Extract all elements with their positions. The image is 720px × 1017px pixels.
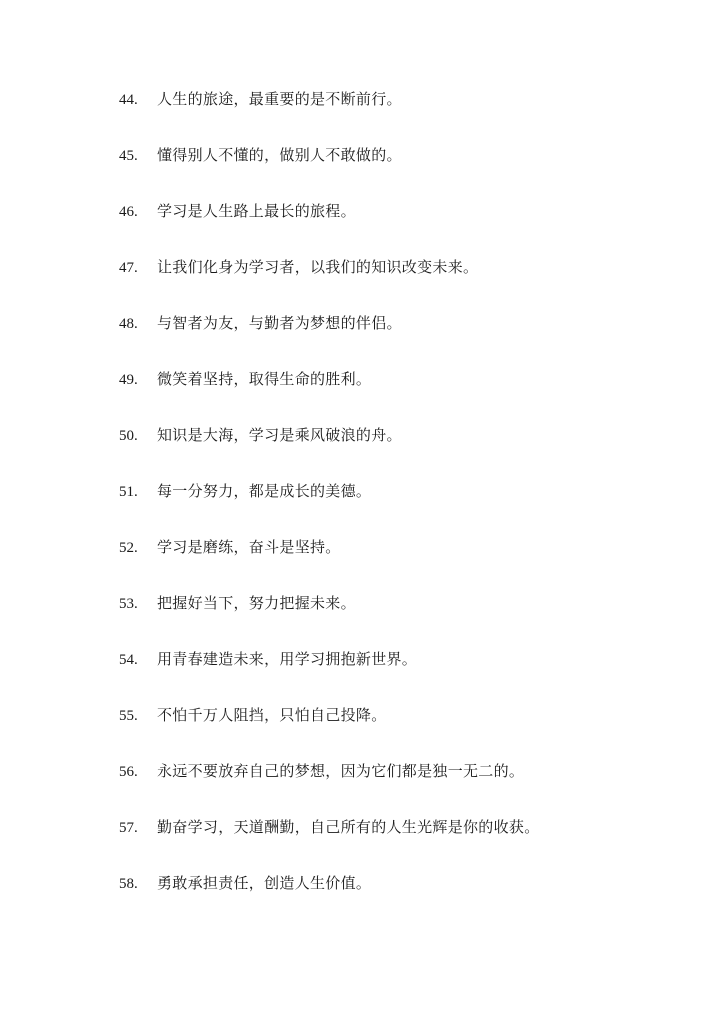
item-number: 54. bbox=[119, 652, 138, 668]
item-number: 57. bbox=[119, 820, 138, 836]
item-number: 53. bbox=[119, 596, 138, 612]
list-item bbox=[119, 646, 679, 702]
item-text: 懂得别人不懂的，做别人不敢做的。 bbox=[157, 146, 402, 164]
item-text: 微笑着坚持，取得生命的胜利。 bbox=[157, 370, 372, 388]
item-text: 知识是大海，学习是乘风破浪的舟。 bbox=[157, 426, 402, 444]
item-number: 52. bbox=[119, 540, 138, 556]
item-number: 47. bbox=[119, 260, 138, 276]
list-item bbox=[119, 86, 679, 142]
item-text: 每一分努力，都是成长的美德。 bbox=[157, 482, 372, 500]
item-number: 45. bbox=[119, 148, 138, 164]
item-text: 用青春建造未来，用学习拥抱新世界。 bbox=[157, 650, 418, 668]
item-number: 49. bbox=[119, 372, 138, 388]
list-item bbox=[119, 758, 679, 814]
item-text: 与智者为友，与勤者为梦想的伴侣。 bbox=[157, 314, 402, 332]
item-number: 58. bbox=[119, 876, 138, 892]
item-number: 55. bbox=[119, 708, 138, 724]
item-text: 把握好当下，努力把握未来。 bbox=[157, 594, 356, 612]
list-item bbox=[119, 422, 679, 478]
list-item bbox=[119, 870, 679, 926]
item-text: 勇敢承担责任，创造人生价值。 bbox=[157, 874, 372, 892]
list-item bbox=[119, 254, 679, 310]
list-item bbox=[119, 198, 679, 254]
list-item bbox=[119, 366, 679, 422]
item-text: 学习是人生路上最长的旅程。 bbox=[157, 202, 356, 220]
list-item bbox=[119, 310, 679, 366]
numbered-list bbox=[119, 86, 679, 926]
item-number: 50. bbox=[119, 428, 138, 444]
list-item bbox=[119, 590, 679, 646]
list-item bbox=[119, 142, 679, 198]
item-text: 永远不要放弃自己的梦想，因为它们都是独一无二的。 bbox=[157, 762, 525, 780]
list-item bbox=[119, 702, 679, 758]
item-number: 56. bbox=[119, 764, 138, 780]
item-text: 勤奋学习，天道酬勤，自己所有的人生光辉是你的收获。 bbox=[157, 818, 540, 836]
list-item bbox=[119, 814, 679, 870]
item-number: 44. bbox=[119, 92, 138, 108]
item-text: 让我们化身为学习者，以我们的知识改变未来。 bbox=[157, 258, 479, 276]
list-item bbox=[119, 478, 679, 534]
item-text: 人生的旅途，最重要的是不断前行。 bbox=[157, 90, 402, 108]
item-number: 46. bbox=[119, 204, 138, 220]
list-item bbox=[119, 534, 679, 590]
item-text: 不怕千万人阻挡，只怕自己投降。 bbox=[157, 706, 387, 724]
item-text: 学习是磨练，奋斗是坚持。 bbox=[157, 538, 341, 556]
item-number: 48. bbox=[119, 316, 138, 332]
item-number: 51. bbox=[119, 484, 138, 500]
